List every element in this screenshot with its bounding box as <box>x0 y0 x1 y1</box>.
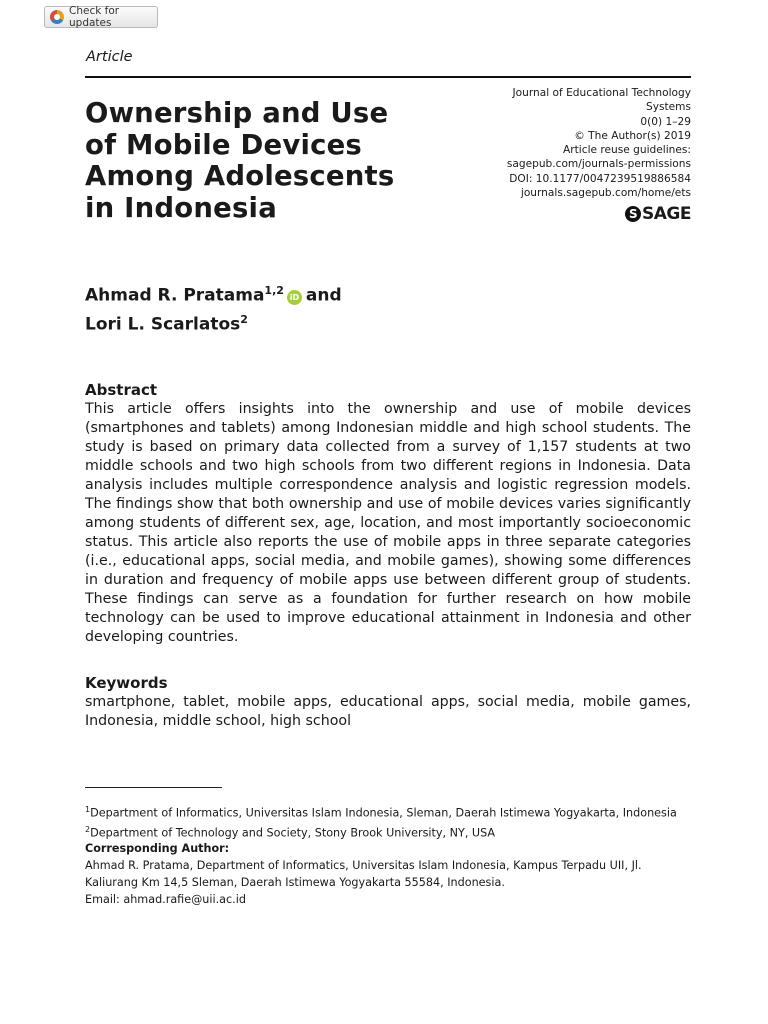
reuse-guidelines-link[interactable]: sagepub.com/journals-permissions <box>506 158 691 171</box>
doi[interactable]: DOI: 10.1177/0047239519886584 <box>509 172 691 185</box>
author-list <box>85 279 342 336</box>
affiliation-text: Department of Technology and Society, Stony Brook University, NY, USA <box>90 826 496 840</box>
affiliation-2 <box>85 822 705 842</box>
journal-volume: 0(0) 1–29 <box>640 115 691 128</box>
author-name: Ahmad R. Pratama <box>85 285 265 306</box>
affiliation-number: 1 <box>85 805 91 814</box>
journal-info <box>451 86 691 200</box>
keywords-text: smartphone, tablet, mobile apps, educational apps, social media, mobile games, Indonesia, middle school, high school <box>85 694 691 729</box>
affiliation-marker: 2 <box>240 312 248 326</box>
author-conjunction: and <box>305 285 342 306</box>
sage-logo <box>625 204 691 224</box>
abstract-heading: Abstract <box>85 381 158 399</box>
affiliation-text: Department of Informatics, Universitas Islam Indonesia, Sleman, Daerah Istimewa Yogyakarta, Indonesia <box>90 806 677 820</box>
crossmark-icon <box>50 10 64 24</box>
journal-home-link[interactable]: journals.sagepub.com/home/ets <box>520 187 691 200</box>
author-name: Lori L. Scarlatos <box>85 314 241 335</box>
keywords-heading: Keywords <box>85 674 168 692</box>
copyright-notice: © The Author(s) 2019 <box>574 129 691 142</box>
corresponding-address-line: Ahmad R. Pratama, Department of Informatics, Universitas Islam Indonesia, Kampus Terpadu UII, Jl. <box>85 859 642 872</box>
author-line-2 <box>85 308 342 337</box>
author-line-1 <box>85 279 342 308</box>
reuse-guidelines-label: Article reuse guidelines: <box>563 144 691 157</box>
journal-name-line: Systems <box>645 101 691 114</box>
abstract-text: This article offers insights into the ownership and use of mobile devices (smartphones and tablets) among Indonesian middle and high school students. The study is based on primary data collected from a survey of 1,157 students at two middle schools and two high schools from two different regions in Indonesia. Data analysis includes multiple correspondence analysis and logistic regression models. The findings show that both ownership and use of mobile devices varies significantly among students of different sex, age, location, and most importantly socioeconomic status. This article also reports the use of mobile apps in three separate categories (i.e., educational apps, social media, and mobile games), showing some differences in duration and frequency of mobile apps use between different group of students. These findings can serve as a foundation for further research on how mobile technology can be used to improve educational attainment in Indonesia and other developing countries. <box>85 401 691 645</box>
corresponding-email[interactable]: Email: ahmad.rafie@uii.ac.id <box>85 893 246 906</box>
affiliation-1 <box>85 802 705 822</box>
header-divider <box>85 76 691 78</box>
title-line: Ownership and Use <box>85 97 389 129</box>
corresponding-author <box>85 840 705 908</box>
sage-wordmark: SAGE <box>642 204 691 224</box>
affiliation-number: 2 <box>85 824 91 834</box>
check-for-updates-button[interactable] <box>44 6 158 28</box>
title-line: Among Adolescents <box>85 160 395 192</box>
sage-mark-icon: S <box>625 206 641 222</box>
article-type-label: Article <box>86 49 133 65</box>
corresponding-label: Corresponding Author: <box>85 842 230 855</box>
title-line: in Indonesia <box>85 191 277 224</box>
corresponding-address-line: Kaliurang Km 14,5 Sleman, Daerah Istimewa Yogyakarta 55584, Indonesia. <box>85 876 505 889</box>
orcid-icon[interactable]: iD <box>287 290 302 305</box>
journal-name-line: Journal of Educational Technology <box>512 87 691 99</box>
title-line: of Mobile Devices <box>85 128 363 161</box>
footnote-divider <box>85 787 222 788</box>
affiliations <box>85 802 705 841</box>
article-title <box>85 98 425 224</box>
affiliation-marker: 1,2 <box>264 284 284 297</box>
check-for-updates-label: Check for updates <box>69 5 120 29</box>
